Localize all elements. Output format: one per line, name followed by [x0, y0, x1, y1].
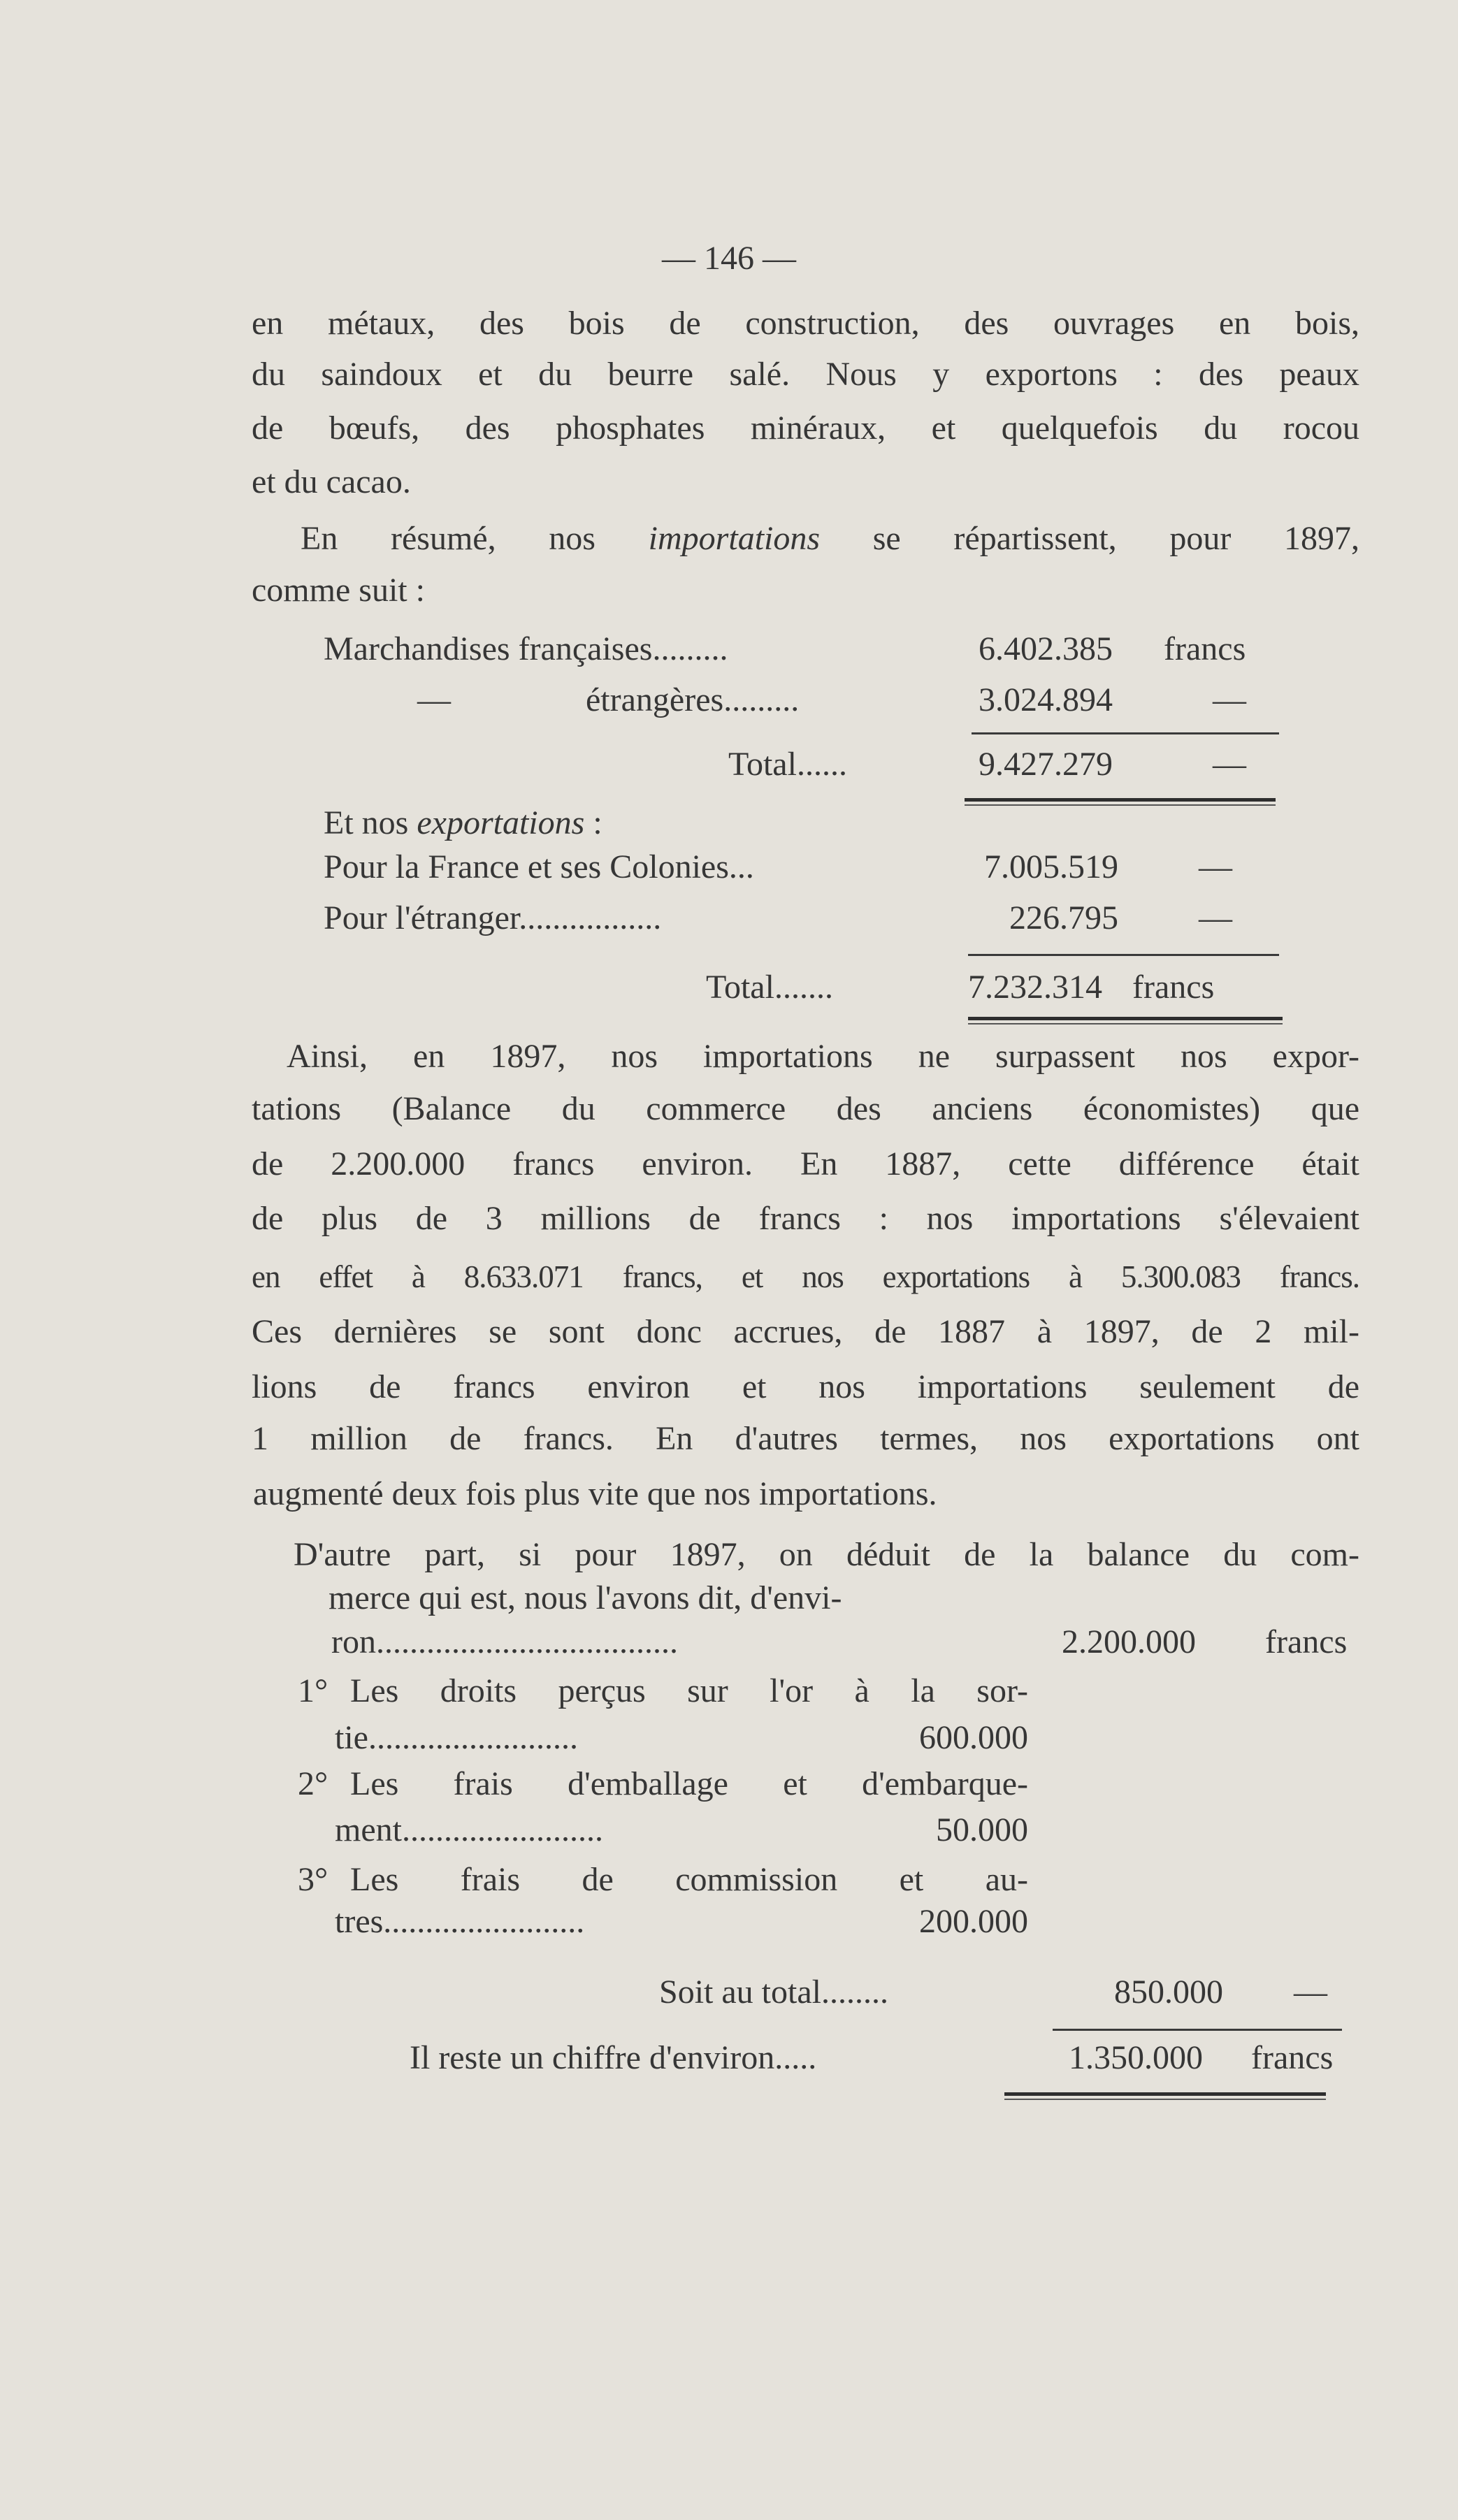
item-number: 2°	[298, 1765, 329, 1802]
text-line: D'autre part, si pour 1897, on déduit de la balance du com-	[294, 1536, 1359, 1573]
item-text: tres........................	[335, 1903, 585, 1940]
text-line: tations (Balance du commerce des anciens économistes) que	[252, 1090, 1359, 1127]
item-text: Les droits perçus sur l'or à la sor-	[350, 1672, 1028, 1709]
sum-rule	[1053, 2029, 1342, 2031]
text-line: 1 million de francs. En d'autres termes, nos exportations ont	[252, 1420, 1359, 1457]
item-number: 1°	[298, 1672, 329, 1709]
text-line: de 2.200.000 francs environ. En 1887, cette différence était	[252, 1145, 1359, 1182]
item-text: Les frais d'emballage et d'embarque-	[350, 1765, 1028, 1802]
export-row-amount: 226.795	[1009, 899, 1118, 936]
page-number: — 146 —	[662, 240, 796, 277]
item-amount: 50.000	[936, 1811, 1028, 1848]
text: En résumé, nos	[301, 520, 596, 557]
sum-rule	[968, 954, 1279, 956]
ditto-mark: —	[417, 681, 451, 718]
text-line: en effet à 8.633.071 francs, et nos exportations à 5.300.083 francs.	[252, 1259, 1359, 1294]
text-line: lions de francs environ et nos importations seulement de	[252, 1368, 1359, 1405]
text-line: augmenté deux fois plus vite que nos importations.	[253, 1475, 937, 1512]
export-row-label: Pour l'étranger.................	[324, 899, 662, 936]
item-amount: 600.000	[919, 1719, 1028, 1756]
import-total-amount: 9.427.279	[979, 746, 1113, 783]
item-text: ment........................	[335, 1811, 603, 1848]
total-double-rule	[968, 1017, 1283, 1024]
text: Et nos	[324, 804, 409, 841]
item-text: Les frais de commission et au-	[350, 1861, 1028, 1898]
import-row-unit: francs	[1164, 630, 1246, 667]
export-row-unit: —	[1199, 848, 1232, 885]
remainder-label: Il reste un chiffre d'environ.....	[410, 2039, 817, 2076]
import-row-label: Marchandises françaises.........	[324, 630, 728, 667]
text: se répartissent, pour 1897,	[872, 520, 1359, 557]
import-row-amount: 3.024.894	[979, 681, 1113, 718]
text-line: du saindoux et du beurre salé. Nous y exportons : des peaux	[252, 356, 1359, 393]
text-line: de bœufs, des phosphates minéraux, et quelquefois du rocou	[252, 410, 1359, 447]
item-text: tie.........................	[335, 1719, 578, 1756]
text-line: Ainsi, en 1897, nos importations ne surpassent nos expor-	[287, 1038, 1359, 1075]
export-row-amount: 7.005.519	[984, 848, 1118, 885]
item-amount: 200.000	[919, 1903, 1028, 1940]
italic-term: importations	[648, 520, 821, 557]
base-amount: 2.200.000	[1062, 1623, 1196, 1660]
text-line: en métaux, des bois de construction, des ouvrages en bois,	[252, 305, 1359, 342]
exports-intro	[324, 802, 602, 844]
export-total-unit: francs	[1132, 969, 1215, 1006]
export-row-label: Pour la France et ses Colonies...	[324, 848, 754, 885]
remainder-amount: 1.350.000	[1069, 2039, 1203, 2076]
export-row-unit: —	[1199, 899, 1232, 936]
text-line: Ces dernières se sont donc accrues, de 1887 à 1897, de 2 mil-	[252, 1313, 1359, 1350]
import-total-label: Total......	[728, 746, 847, 783]
text-line: merce qui est, nous l'avons dit, d'envi-	[329, 1579, 842, 1616]
remainder-unit: francs	[1251, 2039, 1334, 2076]
total-double-rule	[965, 798, 1276, 806]
subtotal-label: Soit au total........	[659, 1974, 888, 2011]
text-line: et du cacao.	[252, 463, 411, 500]
import-total-unit: —	[1213, 746, 1246, 783]
export-total-amount: 7.232.314	[968, 969, 1102, 1006]
export-total-label: Total.......	[706, 969, 833, 1006]
sum-rule	[972, 732, 1279, 734]
text-line: comme suit :	[252, 572, 425, 609]
subtotal-amount: 850.000	[1114, 1974, 1223, 2011]
text: :	[593, 804, 602, 841]
total-double-rule	[1004, 2092, 1326, 2100]
import-row-amount: 6.402.385	[979, 630, 1113, 667]
text-line: ron....................................	[331, 1623, 678, 1660]
item-number: 3°	[298, 1861, 329, 1898]
text-line	[301, 518, 1359, 560]
italic-term: exportations	[417, 804, 585, 841]
import-row-label: étrangères.........	[586, 681, 800, 718]
text-line: de plus de 3 millions de francs : nos importations s'élevaient	[252, 1200, 1359, 1237]
subtotal-unit: —	[1294, 1974, 1327, 2011]
base-unit: francs	[1265, 1623, 1348, 1660]
import-row-unit: —	[1213, 681, 1246, 718]
